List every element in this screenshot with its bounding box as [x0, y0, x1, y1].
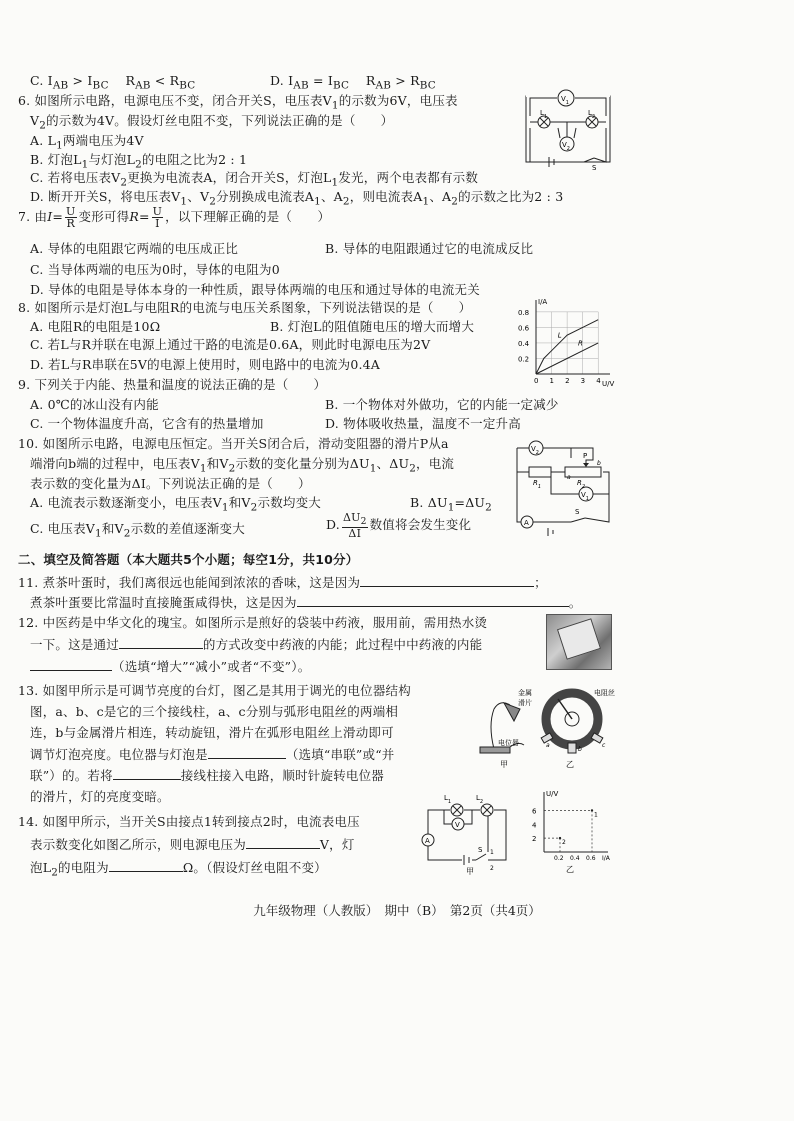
- q7-option-b: B. 导体的电阻跟通过它的电流成反比: [325, 241, 534, 256]
- q11-line1: 11. 煮茶叶蛋时，我们离很远也能闻到浓浓的香味，这是因为 ；: [18, 575, 547, 590]
- q6-option-d: D. 断开开关S，将电压表$V_1$、$V_2$分别换成电流表$A_1$、$A_2$，则电流表$A_1$、$A_2$的示数之比为2 : 3: [30, 189, 564, 208]
- fig14-s-label: S: [478, 846, 483, 854]
- q11-blank-2[interactable]: [297, 594, 569, 607]
- x-tick-label: 4: [596, 377, 601, 385]
- fig10-a-label: a: [567, 474, 571, 481]
- x-tick-label: 0.4: [570, 855, 580, 862]
- q12-line1: 12. 中医药是中华文化的瑰宝。如图所示是煎好的袋装中药液，服用前，需用热水烫: [18, 615, 488, 630]
- fig13-c-label: c: [602, 742, 606, 749]
- x-axis-label: U/V: [602, 380, 615, 388]
- q9-option-c: C. 一个物体温度升高，它含有的热量增加: [30, 416, 264, 431]
- fig6-l2-label: $L_2$: [588, 109, 596, 120]
- fig10-b-label: b: [597, 460, 601, 467]
- y-tick-label: 4: [532, 821, 537, 830]
- q5-option-d: D. $I_{AB} = I_{BC}$ $R_{AB} > R_{BC}$: [270, 73, 436, 92]
- y-tick-label: 0.2: [518, 355, 530, 364]
- series-l-label: L: [557, 331, 562, 340]
- q12-blank-1[interactable]: [119, 636, 203, 649]
- fig10-r1-label: $R_1$: [533, 479, 542, 490]
- q10-circuit-figure: [511, 432, 617, 538]
- fig10-ammeter-label: A: [524, 519, 529, 527]
- q8-option-a: A. 电阻R的电阻是10Ω: [30, 319, 161, 334]
- x-tick-label: 0.6: [586, 855, 596, 862]
- q10-option-a: A. 电流表示数逐渐变小，电压表$V_1$和$V_2$示数均变大: [30, 495, 322, 514]
- q6-stem-line1: 6. 如图所示电路，电源电压不变，闭合开关S，电压表$V_1$的示数为6V，电压表: [18, 93, 458, 112]
- fig6-v2-label: $V_2$: [562, 141, 570, 152]
- x-tick-label: 0: [534, 377, 539, 385]
- y-axis-label: U/V: [546, 790, 559, 798]
- x-tick-label: 3: [580, 377, 586, 385]
- series-r-label: R: [578, 339, 583, 348]
- x-tick-label: 1: [549, 377, 555, 385]
- fig6-l1-label: $L_1$: [540, 109, 548, 120]
- fig6-switch-label: S: [592, 164, 597, 172]
- fig6-v1-label: $V_1$: [561, 95, 569, 106]
- q7-option-c: C. 当导体两端的电压为0时，导体的电阻为0: [30, 262, 280, 277]
- fig10-v2-label: $V_2$: [531, 445, 539, 456]
- q8-option-c: C. 若L与R并联在电源上通过干路的电流是0.6A，则此时电源电压为2V: [30, 337, 431, 352]
- y-tick-label: 6: [532, 807, 537, 816]
- data-point: [559, 837, 561, 839]
- fig13-b-label: b: [578, 746, 582, 753]
- q9-option-b: B. 一个物体对外做功，它的内能一定减少: [325, 397, 559, 412]
- q8-iu-chart: [516, 296, 616, 388]
- fig14-n2-label: 2: [490, 865, 494, 872]
- q14-ui-chart: [528, 788, 618, 878]
- data-point: [591, 809, 593, 811]
- q13-line3: 连，b与金属滑片相连，转动旋钮，滑片在弧形电阻丝上滑动即可: [30, 725, 394, 740]
- fig13-jia-label: 甲: [500, 760, 508, 769]
- q6-option-b: B. 灯泡$L_1$与灯泡$L_2$的电阻之比为2 : 1: [30, 152, 248, 171]
- q13-line1: 13. 如图甲所示是可调节亮度的台灯，图乙是其用于调光的电位器结构: [18, 683, 411, 698]
- q9-option-d: D. 物体吸收热量，温度不一定升高: [325, 416, 521, 431]
- fig13-metal-label: 金属: [518, 689, 532, 697]
- q10-option-c: C. 电压表$V_1$和$V_2$示数的差值逐渐变大: [30, 521, 245, 540]
- fig14-jia-label: 甲: [466, 867, 474, 876]
- q7-option-a: A. 导体的电阻跟它两端的电压成正比: [30, 241, 239, 256]
- q14-line1: 14. 如图甲所示，当开关S由接点1转到接点2时，电流表电压: [18, 814, 360, 829]
- q10-stem-line1: 10. 如图所示电路，电源电压恒定。当开关S闭合后，滑动变阻器的滑片P从a: [18, 436, 449, 451]
- point-label: 2: [562, 839, 566, 847]
- q14-line3: 泡$L_2$的电阻为 Ω。（假设灯丝电阻不变）: [30, 860, 327, 879]
- q8-option-b: B. 灯泡L的阻值随电压的增大而增大: [270, 319, 475, 334]
- chart-caption: 乙: [566, 865, 574, 874]
- q10-stem-line2: 端滑向b端的过程中，电压表$V_1$和$V_2$示数的变化量分别为$\Delta U_1$、$\Delta U_2$，电流: [30, 456, 455, 475]
- fig13-wire-label: 电阻丝: [594, 689, 615, 697]
- fig14-n1-label: 1: [490, 849, 494, 856]
- fig13-pot-label: 电位器: [498, 739, 519, 747]
- q6-stem-line2: $V_2$的示数为4V。假设灯丝电阻不变，下列说法正确的是（ ）: [30, 113, 394, 132]
- fig10-p-label: P: [583, 452, 588, 460]
- q13-lamp-potentiometer-figure: [470, 685, 620, 771]
- q12-line3: （选填“增大”“减小”或者“不变”）。: [30, 658, 310, 675]
- q10-stem-line3: 表示数的变化量为ΔI。下列说法正确的是（ ）: [30, 476, 311, 491]
- q6-circuit-figure: [522, 86, 614, 172]
- section-2-heading: 二、填空及简答题（本大题共5个小题；每空1分，共10分）: [18, 552, 359, 567]
- q6-option-c: C. 若将电压表$V_2$更换为电流表A，闭合开关S，灯泡$L_1$发光，两个电表都有示数: [30, 170, 479, 189]
- q13-line6: 的滑片，灯的亮度变暗。: [30, 789, 170, 804]
- q13-line4: 调节灯泡亮度。电位器与灯泡是 （选填“串联”或“并: [30, 747, 395, 762]
- fig13-yi-label: 乙: [566, 760, 574, 769]
- fig13-slider-label: 滑片: [518, 699, 532, 707]
- fig10-switch-label: S: [575, 508, 580, 516]
- q13-line5: 联”）的。若将 接线柱接入电路，顺时针旋转电位器: [30, 768, 384, 783]
- fig14-l1-label: $L_1$: [444, 794, 452, 805]
- q14-blank-1[interactable]: [246, 836, 320, 849]
- x-axis-label: I/A: [602, 855, 610, 862]
- fig14-l2-label: $L_2$: [476, 794, 484, 805]
- x-tick-label: 2: [565, 377, 570, 385]
- q12-blank-2[interactable]: [30, 658, 112, 671]
- q7-option-d: D. 导体的电阻是导体本身的一种性质，跟导体两端的电压和通过导体的电流无关: [30, 282, 480, 297]
- q8-option-d: D. 若L与R串联在5V的电源上使用时，则电路中的电流为0.4A: [30, 357, 381, 372]
- fig14-a-label: A: [425, 837, 430, 845]
- q12-line2: 一下。这是通过 的方式改变中药液的内能；此过程中中药液的内能: [30, 637, 483, 652]
- y-axis-label: I/A: [538, 298, 548, 306]
- q13-line2: 图，a、b、c是它的三个接线柱，a、c分别与弧形电阻丝的两端相: [30, 704, 399, 719]
- q6-option-a: A. $L_1$两端电压为4V: [30, 133, 144, 152]
- page-footer: 九年级物理（人教版） 期中（B） 第2页（共4页）: [253, 903, 541, 918]
- fig14-v-label: V: [455, 821, 460, 829]
- fig10-v1-label: $V_1$: [581, 491, 589, 502]
- medicine-bag-photo: [546, 614, 612, 670]
- y-tick-label: 0.6: [518, 324, 530, 333]
- fig10-r2-label: $R_2$: [577, 479, 586, 490]
- q9-stem: 9. 下列关于内能、热量和温度的说法正确的是（ ）: [18, 377, 327, 392]
- q10-option-d: D. $\frac{\Delta U_2}{\Delta I}$ 数值将会发生变化: [326, 511, 472, 541]
- q14-circuit-figure: [414, 790, 514, 876]
- q11-blank-1[interactable]: [360, 574, 534, 587]
- y-tick-label: 2: [532, 835, 537, 844]
- q14-blank-2[interactable]: [109, 859, 183, 872]
- q11-line2: 煮茶叶蛋要比常温时直接腌蛋咸得快，这是因为 。: [30, 595, 582, 610]
- fig13-a-label: a: [546, 742, 550, 749]
- y-tick-label: 0.4: [518, 339, 530, 348]
- q13-blank-2[interactable]: [113, 767, 181, 780]
- q10-option-b: B. $\Delta U_1=\Delta U_2$: [410, 495, 492, 514]
- x-tick-label: 0.2: [554, 855, 564, 862]
- point-label: 1: [594, 811, 598, 819]
- q5-option-c: C. $I_{AB} > I_{BC}$ $R_{AB} < R_{BC}$: [30, 73, 196, 92]
- q14-line2: 表示数变化如图乙所示，则电源电压为 V，灯: [30, 837, 355, 852]
- q7-stem: 7. 由I= $\frac{U}{R}$ 变形可得R= $\frac{U}{I}$ ，以下理解正确的是（ ）: [18, 205, 331, 230]
- q9-option-a: A. 0℃的冰山没有内能: [30, 397, 159, 412]
- q13-blank-1[interactable]: [208, 746, 286, 759]
- q8-stem: 8. 如图所示是灯泡L与电阻R的电流与电压关系图象，下列说法错误的是（ ）: [18, 300, 472, 315]
- y-tick-label: 0.8: [518, 308, 530, 317]
